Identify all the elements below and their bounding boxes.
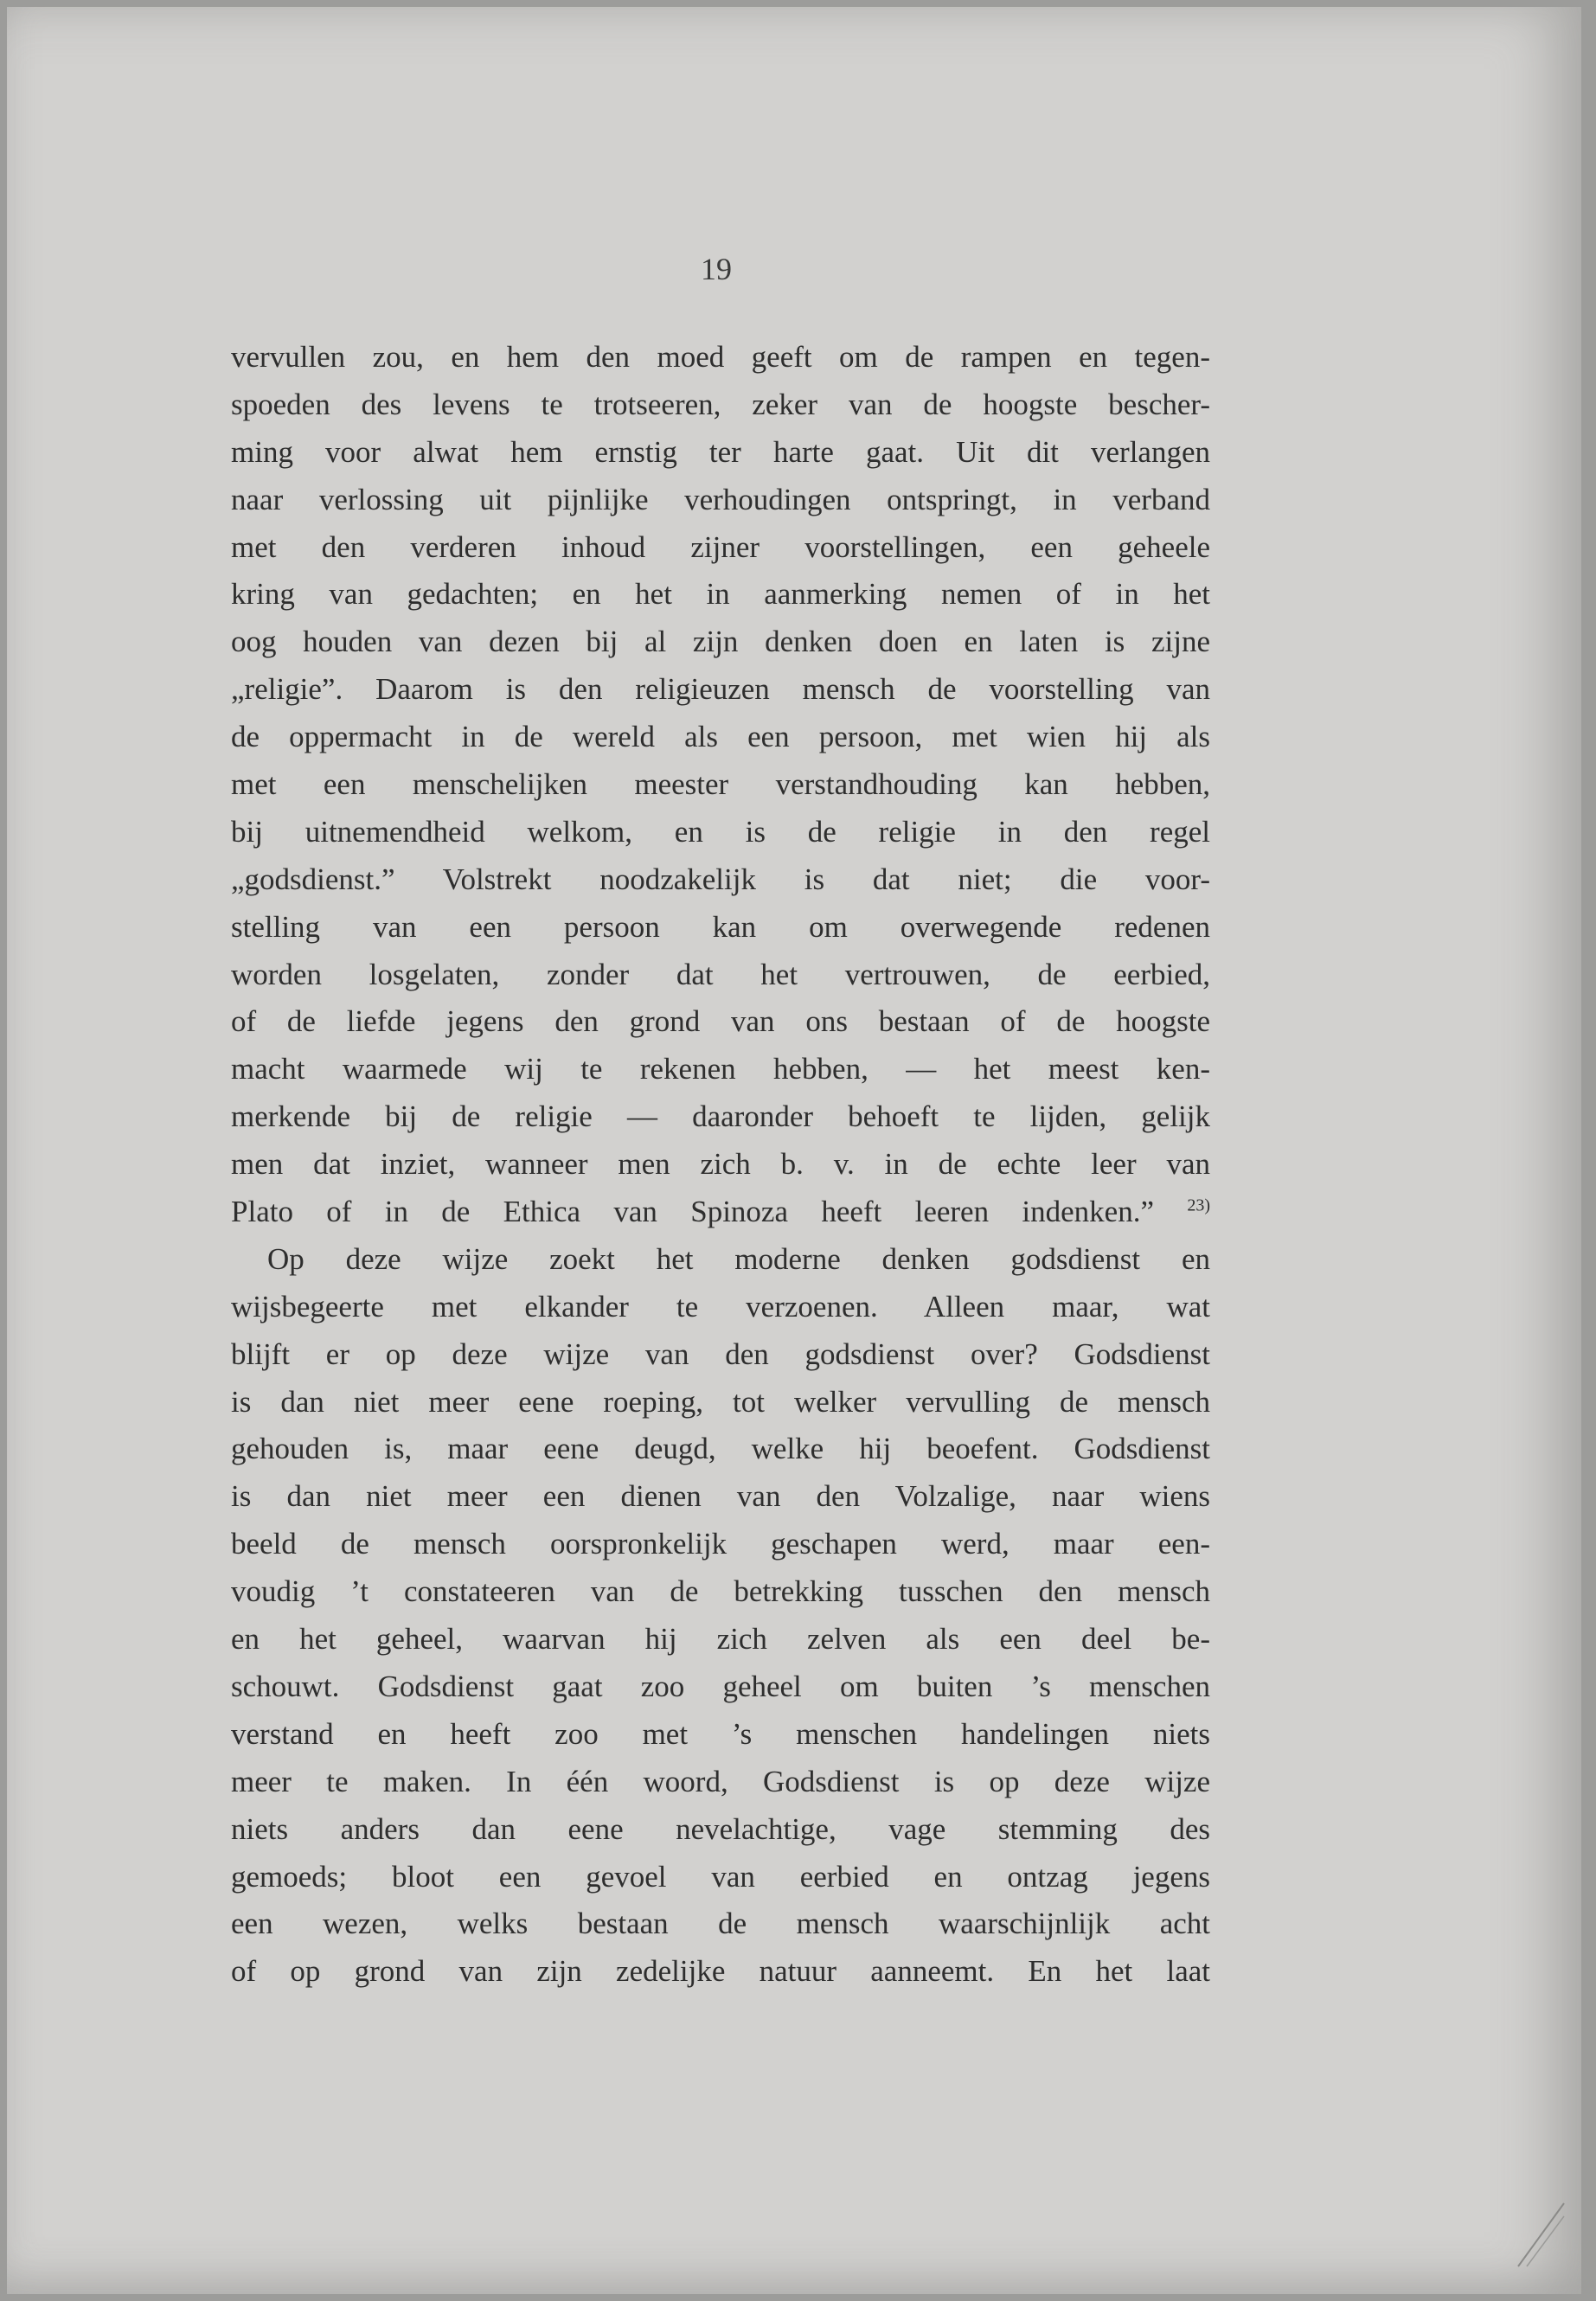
scanned-page [7, 7, 1581, 2294]
text-line: blijft er op deze wijze van den godsdienst over? Godsdienst [231, 1336, 1210, 1371]
text-line: met den verderen inhoud zijner voorstellingen, een geheele [231, 529, 1210, 564]
text-line: wijsbegeerte met elkander te verzoenen. Alleen maar, wat [231, 1289, 1210, 1324]
page-edge-mark [1514, 2199, 1566, 2268]
text-line: een wezen, welks bestaan de mensch waarschijnlijk acht [231, 1907, 1210, 1941]
text-line: de oppermacht in de wereld als een persoon, met wien hij als [231, 720, 1210, 754]
text-line: oog houden van dezen bij al zijn denken doen en laten is zijne [231, 625, 1210, 659]
text-line: beeld de mensch oorspronkelijk geschapen werd, maar een- [231, 1527, 1210, 1561]
text-line: kring van gedachten; en het in aanmerking nemen of in het [231, 577, 1210, 612]
text-line: worden losgelaten, zonder dat het vertrouwen, de eerbied, [231, 957, 1210, 991]
body-text [231, 334, 1210, 1996]
text-line: vervullen zou, en hem den moed geeft om de rampen en tegen- [231, 340, 1210, 374]
text-line: meer te maken. In één woord, Godsdienst is op deze wijze [231, 1764, 1210, 1798]
footnote-reference: 23) [1187, 1195, 1210, 1215]
text-line: gemoeds; bloot een gevoel van eerbied en ontzag jegens [231, 1859, 1210, 1894]
text-line: schouwt. Godsdienst gaat zoo geheel om buiten ’s menschen [231, 1669, 1210, 1703]
text-line: met een menschelijken meester verstandhouding kan hebben, [231, 767, 1210, 802]
text-line-with-footnote [231, 1189, 1210, 1236]
text-line: gehouden is, maar eene deugd, welke hij beoefent. Godsdienst [231, 1432, 1210, 1466]
text-line-content: Plato of in de Ethica van Spinoza heeft leeren indenken.” [231, 1195, 1154, 1229]
text-line: men dat inziet, wanneer men zich b. v. in de echte leer van [231, 1147, 1210, 1182]
text-line: stelling van een persoon kan om overwegende redenen [231, 909, 1210, 944]
text-line: niets anders dan eene nevelachtige, vage stemming des [231, 1811, 1210, 1846]
text-line: is dan niet meer eene roeping, tot welker vervulling de mensch [231, 1384, 1210, 1419]
text-line: bij uitnemendheid welkom, en is de religie in den regel [231, 814, 1210, 849]
text-line: is dan niet meer een dienen van den Volzalige, naar wiens [231, 1479, 1210, 1514]
text-line: macht waarmede wij te rekenen hebben, — het meest ken- [231, 1052, 1210, 1086]
text-line: naar verlossing uit pijnlijke verhoudingen ontspringt, in verband [231, 482, 1210, 516]
text-line: en het geheel, waarvan hij zich zelven als een deel be- [231, 1622, 1210, 1657]
text-line: of de liefde jegens den grond van ons bestaan of de hoogste [231, 1004, 1210, 1039]
text-line: of op grond van zijn zedelijke natuur aanneemt. En het laat [231, 1954, 1210, 1989]
page-number: 19 [701, 252, 732, 286]
text-line: verstand en heeft zoo met ’s menschen handelingen niets [231, 1716, 1210, 1751]
text-line: voudig ’t constateeren van de betrekking tusschen den mensch [231, 1574, 1210, 1609]
text-line: spoeden des levens te trotseeren, zeker van de hoogste bescher- [231, 387, 1210, 421]
text-line: „religie”. Daarom is den religieuzen mensch de voorstelling van [231, 672, 1210, 707]
text-line: „godsdienst.” Volstrekt noodzakelijk is dat niet; die voor- [231, 862, 1210, 896]
text-line: merkende bij de religie — daaronder behoeft te lijden, gelijk [231, 1099, 1210, 1134]
paragraph-start-line: Op deze wijze zoekt het moderne denken godsdienst en [267, 1241, 1210, 1276]
text-line: ming voor alwat hem ernstig ter harte gaat. Uit dit verlangen [231, 434, 1210, 469]
